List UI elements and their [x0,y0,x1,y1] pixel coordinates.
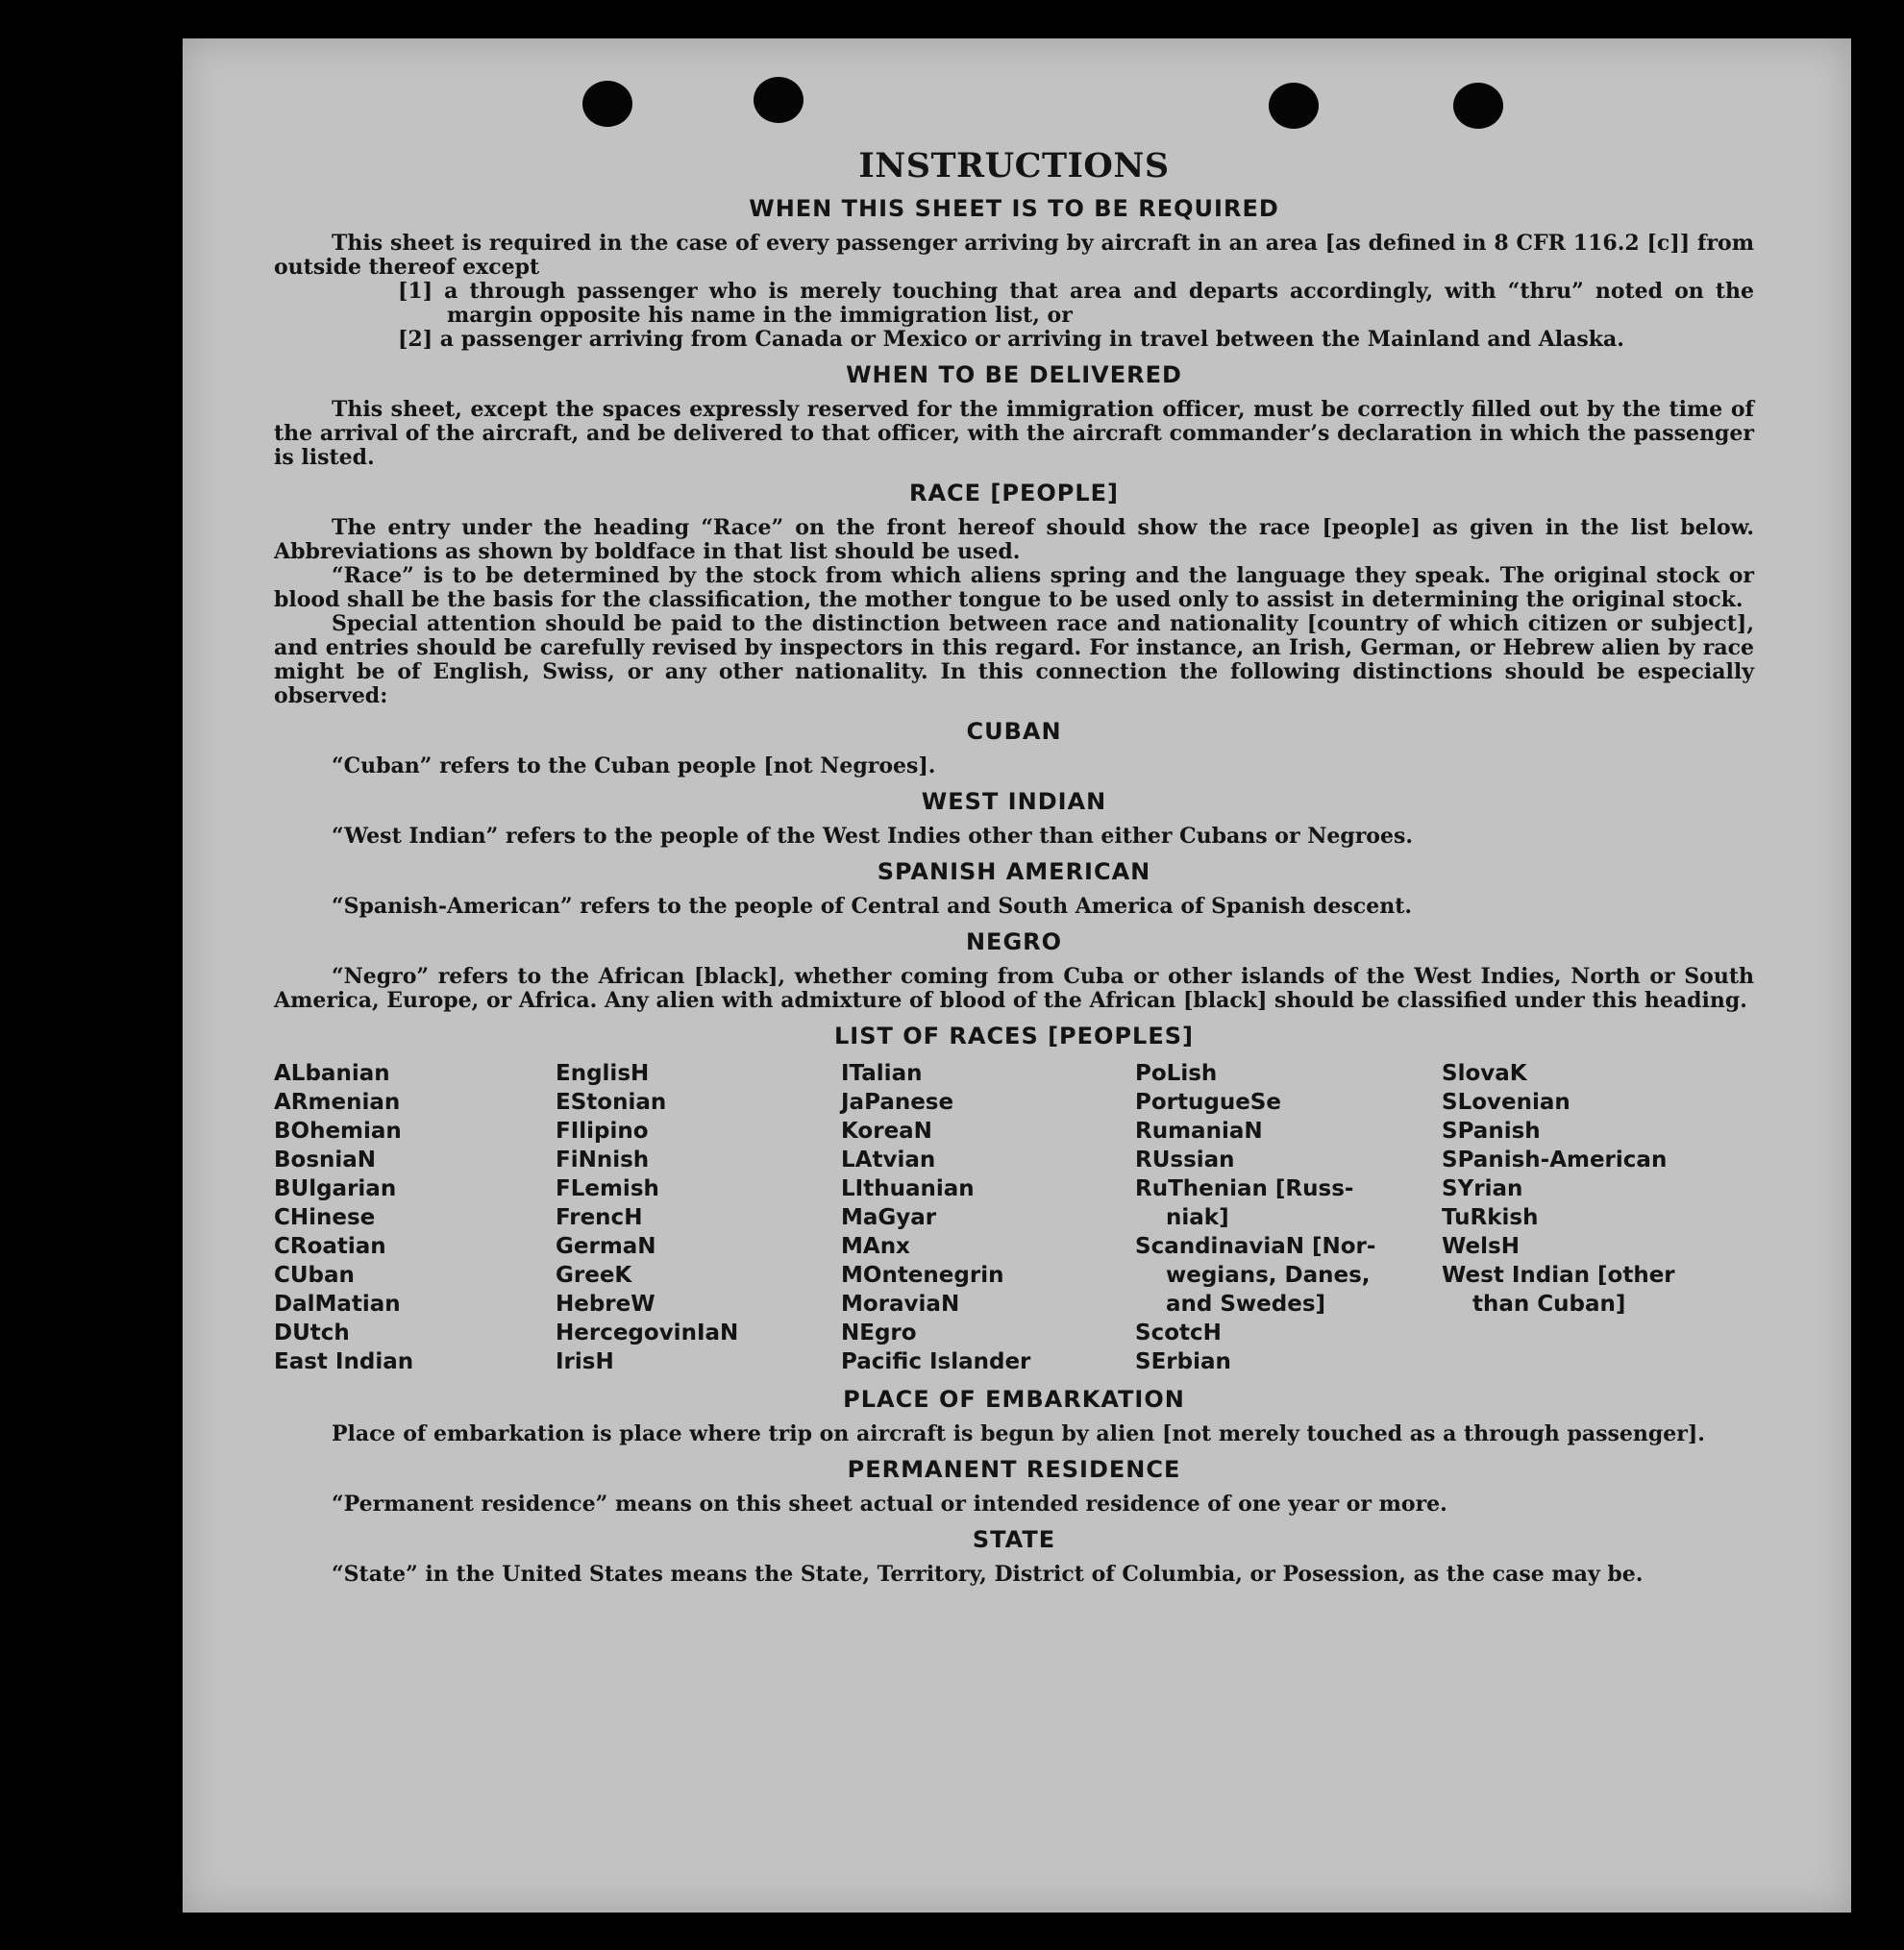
races-column-3 [841,1059,1135,1376]
list-item: Pacific Islander [841,1349,1031,1374]
list-item: RuThenian [Russ- [1135,1176,1354,1201]
list-item: MaGyar [841,1205,937,1230]
list-item: MoraviaN [841,1292,960,1317]
punch-hole [754,77,804,123]
list-item: FIlipino [556,1119,649,1144]
paragraph-negro: “Negro” refers to the African [black], whether coming from Cuba or other islands of the West Indies, North or South America, Europe, or Africa. Any alien with admixture of blood of the African [black] should be classified under this heading. [274,964,1754,1013]
section-heading-state: STATE [972,1526,1056,1553]
list-item: MAnx [841,1234,910,1259]
list-item: HebreW [556,1292,655,1317]
list-item: WelsH [1442,1234,1520,1259]
section-heading-delivered: WHEN TO BE DELIVERED [846,361,1182,388]
list-item: BUlgarian [274,1176,397,1201]
list-item: CHinese [274,1205,376,1230]
list-item: CUban [274,1263,355,1288]
section-heading-embarkation: PLACE OF EMBARKATION [843,1386,1185,1413]
list-item: ITalian [841,1061,923,1086]
paragraph-cuban: “Cuban” refers to the Cuban people [not Negroes]. [332,753,936,778]
list-item-continuation: and Swedes] [1166,1292,1326,1317]
list-item: NEgro [841,1321,917,1345]
section-heading-permanent-residence: PERMANENT RESIDENCE [847,1456,1181,1483]
paragraph-race-1: The entry under the heading “Race” on the front hereof should show the race [people] as given in the list below. Abbreviations as shown by boldface in that list should be used. [274,515,1754,564]
list-item: GreeK [556,1263,632,1288]
list-item: East Indian [274,1349,414,1374]
list-item: SlovaK [1442,1061,1527,1086]
punch-hole [1453,83,1503,129]
section-heading-spanish-american: SPANISH AMERICAN [877,858,1151,885]
list-item: PortugueSe [1135,1090,1281,1115]
list-item-continuation: niak] [1166,1205,1229,1230]
list-item: SPanish [1442,1119,1541,1144]
list-item: SErbian [1135,1349,1231,1374]
list-item: FiNnish [556,1148,650,1172]
list-item: JaPanese [841,1090,954,1115]
instructions-content [274,146,1754,1587]
list-item-continuation: than Cuban] [1472,1292,1626,1317]
paragraph-permanent-residence: “Permanent residence” means on this sheet actual or intended residence of one year or more. [332,1492,1447,1517]
punch-hole [582,81,632,127]
list-item: GermaN [556,1234,656,1259]
paragraph-race-2: “Race” is to be determined by the stock from which aliens spring and the language they speak. The original stock or blood shall be the basis for the classification, the mother tongue to be used only to assist in determining the original stock. [274,563,1754,612]
section-heading-cuban: CUBAN [966,718,1062,745]
paragraph-race-3: Special attention should be paid to the distinction between race and nationality [country of which citizen or subject], and entries should be carefully revised by inspectors in this regard. For instance, an Irish, German, or Hebrew alien by race might be of English, Swiss, or any other nationality. In this connection the following distinctions should be especially observed: [274,611,1754,708]
document-page [183,38,1851,1913]
section-heading-west-indian: WEST INDIAN [921,788,1107,815]
punch-hole [1269,83,1319,129]
list-item: DUtch [274,1321,350,1345]
list-item: FLemish [556,1176,659,1201]
list-item: PoLish [1135,1061,1218,1086]
list-item: BOhemian [274,1119,402,1144]
list-item: West Indian [other [1442,1263,1675,1288]
list-item: EStonian [556,1090,667,1115]
list-item: FrencH [556,1205,643,1230]
races-column-5 [1442,1059,1754,1376]
races-column-1 [274,1059,556,1376]
paragraph-state: “State” in the United States means the State, Territory, District of Columbia, or Posession, as the case may be. [332,1562,1644,1587]
list-item-continuation: wegians, Danes, [1166,1263,1371,1288]
list-item: IrisH [556,1349,614,1374]
section-heading-negro: NEGRO [965,928,1063,955]
section-heading-list-of-races: LIST OF RACES [PEOPLES] [834,1023,1194,1049]
list-item: ARmenian [274,1090,401,1115]
paragraph-embarkation: Place of embarkation is place where trip on aircraft is begun by alien [not merely touched as a through passenger]. [332,1421,1705,1446]
section-heading-race: RACE [PEOPLE] [908,480,1120,506]
paragraph-west-indian: “West Indian” refers to the people of the West Indies other than either Cubans or Negroes. [332,824,1414,849]
list-item: DalMatian [274,1292,401,1317]
races-list [274,1059,1754,1376]
paragraph-delivered: This sheet, except the spaces expressly reserved for the immigration officer, must be correctly filled out by the time of the arrival of the aircraft, and be delivered to that officer, with the aircraft commander’s declaration in which the passenger is listed. [274,397,1754,470]
list-item: RumaniaN [1135,1119,1263,1144]
list-item-exception-1: [1] a through passenger who is merely touching that area and departs accordingly, with “thru” noted on the margin opposite his name in the immigration list, or [398,279,1754,328]
races-column-4 [1135,1059,1442,1376]
page-title: INSTRUCTIONS [858,146,1170,185]
list-item: ScandinaviaN [Nor- [1135,1234,1376,1259]
list-item: SLovenian [1442,1090,1570,1115]
list-item: KoreaN [841,1119,932,1144]
list-item: BosniaN [274,1148,377,1172]
list-item-exception-2: [2] a passenger arriving from Canada or Mexico or arriving in travel between the Mainland and Alaska. [398,327,1624,352]
list-item: ScotcH [1135,1321,1222,1345]
list-item: SYrian [1442,1176,1523,1201]
list-item: CRoatian [274,1234,386,1259]
list-item: LAtvian [841,1148,936,1172]
list-item: TuRkish [1442,1205,1539,1230]
list-item: MOntenegrin [841,1263,1004,1288]
list-item: RUssian [1135,1148,1235,1172]
list-item: LIthuanian [841,1176,975,1201]
list-item: EnglisH [556,1061,650,1086]
list-item: HercegovinIaN [556,1321,739,1345]
list-item: SPanish-American [1442,1148,1668,1172]
section-heading-required: WHEN THIS SHEET IS TO BE REQUIRED [749,195,1279,222]
paragraph-spanish-american: “Spanish-American” refers to the people of Central and South America of Spanish descent. [332,894,1413,919]
paragraph-required: This sheet is required in the case of every passenger arriving by aircraft in an area [as defined in 8 CFR 116.2 [c]] from outside thereof except [274,231,1754,280]
list-item: ALbanian [274,1061,390,1086]
races-column-2 [556,1059,841,1376]
